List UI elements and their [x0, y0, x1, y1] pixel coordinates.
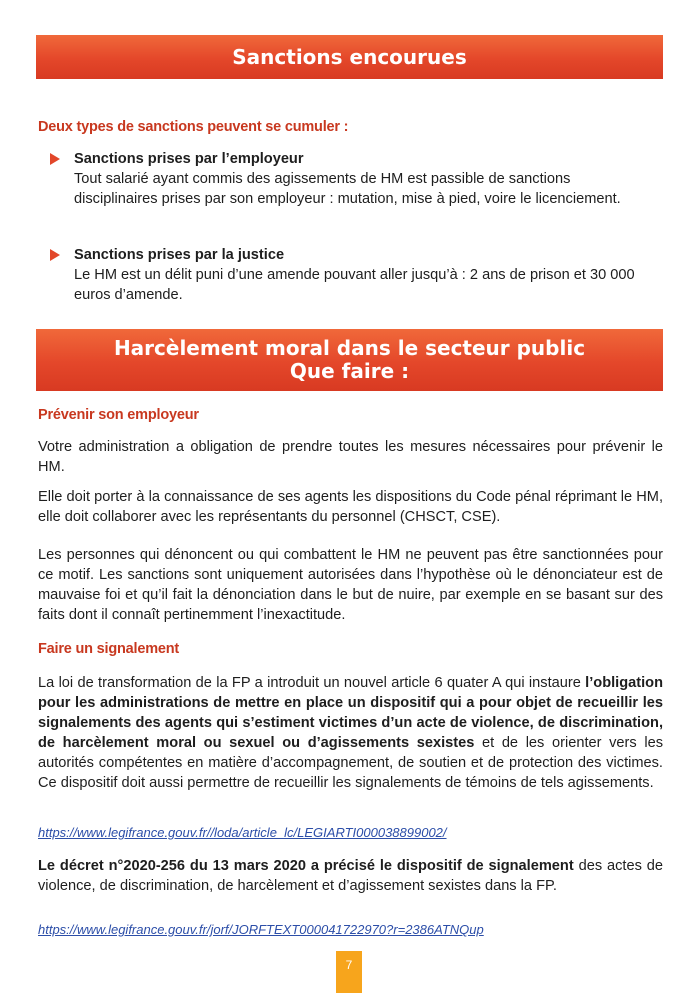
signalement-paragraph-2 [38, 856, 663, 896]
prevenir-paragraph-1: Votre administration a obligation de prendre toutes les mesures nécessaires pour prévenir le HM. [38, 439, 663, 475]
signalement-p1-bold: l’obligation pour les administrations de mettre en place un dispositif qui a pour objet de recueillir les signalements des agents qui s’estiment victimes d’un acte de violence, de discrimination, de harcèlement moral ou sexuel ou d’agissements sexistes [38, 675, 663, 751]
legifrance-link-article[interactable]: https://www.legifrance.gouv.fr//loda/article_lc/LEGIARTI000038899002/ [38, 825, 447, 840]
legifrance-link-decree[interactable]: https://www.legifrance.gouv.fr/jorf/JORFTEXT000041722970?r=2386ATNQup [38, 922, 484, 937]
sanctions-intro: Deux types de sanctions peuvent se cumuler : [38, 119, 349, 135]
bullet-justice-sanctions [50, 245, 670, 305]
banner-sanctions-title: Sanctions encourues [232, 45, 467, 69]
arrow-right-icon [50, 153, 60, 165]
bullet-title: Sanctions prises par l’employeur [74, 151, 304, 167]
banner-public-title: Harcèlement moral dans le secteur public [113, 336, 586, 360]
signalement-p1-start: La loi de transformation de la FP a introduit un nouvel article 6 quater A qui instaure [38, 675, 586, 691]
banner-sanctions [36, 35, 663, 79]
bullet-text: Tout salarié ayant commis des agissements de HM est passible de sanctions disciplinaires prises par son employeur : mutation, mise à pied, voire le licenciement. [74, 171, 621, 207]
signalement-p2-bold: Le décret n°2020-256 du 13 mars 2020 a précisé le dispositif de signalement [38, 858, 574, 874]
prevenir-paragraph-3: Les personnes qui dénoncent ou qui combattent le HM ne peuvent pas être sanctionnées pour ce motif. Les sanctions sont uniquement autorisées dans l’hypothèse où le dénonciateur est de mauvaise foi et qu’il fait la dénonciation dans le but de nuire, par exemple en se basant sur des faits dont il connaît pertinemment l’inexactitude. [38, 547, 663, 623]
signalement-p2-end: des actes de violence, de discrimination, de harcèlement et d’agissement sexistes dans la FP. [38, 858, 663, 894]
bullet-title: Sanctions prises par la justice [74, 247, 285, 263]
banner-public-sector [36, 329, 663, 391]
bullet-employer-sanctions [50, 149, 670, 229]
prevenir-paragraph-2: Elle doit porter à la connaissance de ses agents les dispositions du Code pénal réprimant le HM, elle doit collaborer avec les représentants du personnel (CHSCT, CSE). [38, 489, 663, 525]
arrow-right-icon [50, 249, 60, 261]
signalement-heading: Faire un signalement [38, 641, 180, 657]
signalement-p1-end: et de les orienter vers les autorités compétentes en matière d’accompagnement, de soutien et de protection des victimes. Ce dispositif doit aussi permettre de recueillir les signalements de témoins de tels agissements. [38, 735, 663, 791]
signalement-paragraph-1 [38, 673, 663, 793]
banner-public-subtitle: Que faire : [289, 359, 410, 383]
prevenir-heading: Prévenir son employeur [38, 407, 199, 423]
page-number: 7 [336, 951, 362, 993]
bullet-text: Le HM est un délit puni d’une amende pouvant aller jusqu’à : 2 ans de prison et 30 000 euros d’amende. [74, 267, 635, 303]
